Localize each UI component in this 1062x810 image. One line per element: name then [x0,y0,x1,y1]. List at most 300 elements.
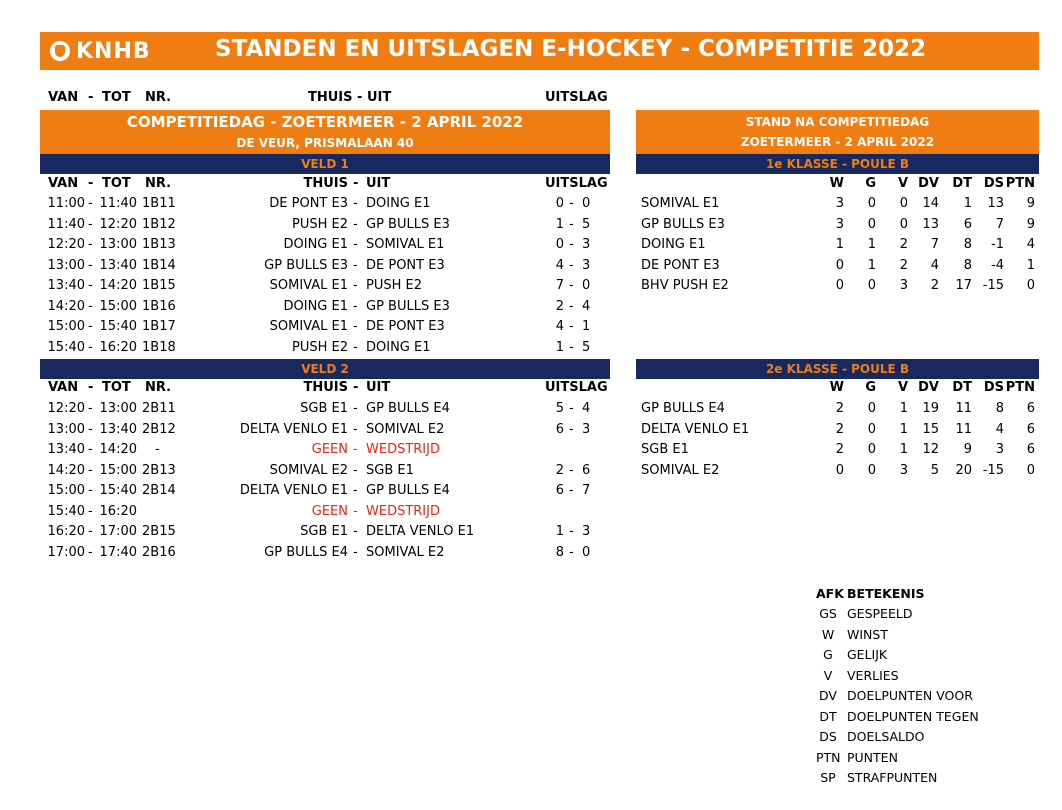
match-home-team: PUSH E2 [292,339,348,355]
match-score-home: 7 [555,278,564,293]
col-dash: - [88,380,94,395]
standing-v: 2 [899,237,908,252]
standing-w: 3 [835,196,844,211]
match-row [40,297,610,318]
standing-g: 0 [867,196,876,211]
match-row [40,338,610,359]
standing-team: SOMIVAL E2 [641,462,720,478]
col-tot: TOT [102,380,131,395]
competitiedag-block [40,110,610,154]
match-score-away: 7 [582,483,591,498]
standing-ptn: 6 [1026,442,1035,457]
match-van: 15:00 [47,319,85,334]
match-sep: - [353,319,358,334]
standing-row [636,420,1039,441]
standing-v: 3 [899,462,908,478]
standing-team: GP BULLS E4 [641,401,725,416]
standing-dv: 4 [930,257,939,273]
match-dash: - [88,196,93,211]
standing-ds: 8 [995,401,1004,416]
stand-col-dv: DV [918,380,939,395]
match-dash: - [88,319,93,334]
standing-dt: 8 [963,257,972,273]
match-home-team: GP BULLS E3 [264,257,348,273]
match-tot: 16:20 [99,339,137,355]
veld1-bar: VELD 1 [40,154,610,174]
match-tot: 14:20 [99,278,137,293]
match-away-team: SGB E1 [366,462,414,478]
standing-ds: 4 [995,421,1004,437]
standing-w: 3 [835,216,844,232]
poule2-column-header [636,378,1039,399]
match-dash: - [88,339,93,355]
match-dash: - [88,257,93,273]
match-row [40,317,610,338]
match-score-dash: - [569,401,574,416]
standing-v: 1 [899,421,908,437]
col-thuis-uit: THUIS - UIT [308,90,392,105]
match-score-dash: - [569,339,574,355]
col-uit: UIT [366,380,391,395]
stand-title-line2: ZOETERMEER - 2 APRIL 2022 [740,135,935,149]
standing-row [636,215,1039,236]
match-score-away: 3 [582,421,591,437]
col-van: VAN [48,380,79,395]
legend-afk: DT [819,708,837,724]
match-home-team: GP BULLS E4 [264,544,348,560]
match-home-team: SOMIVAL E1 [269,278,348,293]
match-score-away: 3 [582,524,591,539]
match-row [40,399,610,420]
legend-afk: SP [820,770,836,785]
stand-col-g: G [865,176,876,191]
match-tot: 13:40 [99,421,137,437]
col-uit: UIT [366,176,391,191]
match-score-away: 0 [582,278,591,293]
col-uitslag: UITSLAG [545,90,608,105]
match-sep: - [353,339,358,355]
match-score-dash: - [569,298,574,314]
match-dash: - [88,237,93,252]
standing-w: 2 [835,401,844,416]
standing-dt: 6 [963,216,972,232]
standing-team: DOING E1 [641,237,706,252]
match-van: 15:40 [47,339,85,355]
match-away-team: WEDSTRIJD [366,503,440,519]
match-dash: - [88,298,93,314]
match-dash: - [88,278,93,293]
legend-betekenis: DOELPUNTEN TEGEN [847,708,979,724]
match-away-team: DELTA VENLO E1 [366,524,475,539]
match-tot: 14:20 [99,442,137,457]
match-score-dash: - [569,544,574,560]
veld2-bar: VELD 2 [40,359,610,379]
stand-title-line1: STAND NA COMPETITIEDAG [745,115,930,129]
match-row [40,440,610,461]
match-row [40,481,610,502]
match-van: 13:00 [47,421,85,437]
match-sep: - [353,298,358,314]
standing-team: DELTA VENLO E1 [641,421,750,437]
match-nr: 1B12 [142,216,176,232]
match-row [40,420,610,441]
match-away-team: SOMIVAL E2 [366,421,445,437]
stand-col-ds: DS [983,176,1004,191]
match-van: 17:00 [47,544,85,560]
match-score-dash: - [569,237,574,252]
standing-ds: -15 [982,462,1004,478]
standing-dt: 1 [963,196,972,211]
standing-row [636,235,1039,256]
standing-ptn: 9 [1026,196,1035,211]
standing-ptn: 0 [1026,278,1035,293]
standing-v: 0 [899,216,908,232]
col-dash: - [88,176,94,191]
standing-dv: 19 [922,401,939,416]
match-tot: 15:40 [99,319,137,334]
stand-col-g: G [865,380,876,395]
match-score-home: 2 [555,298,564,314]
standing-w: 0 [835,257,844,273]
match-score-home: 2 [555,462,564,478]
standing-g: 0 [867,442,876,457]
standing-dt: 9 [963,442,972,457]
match-nr: 2B14 [142,483,176,498]
match-home-team: GEEN [311,442,348,457]
match-away-team: DE PONT E3 [366,319,445,334]
stand-col-ptn: PTN [1005,176,1035,191]
competitiedag-title: COMPETITIEDAG - ZOETERMEER - 2 APRIL 2022 [126,113,524,131]
standing-team: GP BULLS E3 [641,216,725,232]
match-van: 14:20 [47,462,85,478]
match-nr: 2B11 [142,401,176,416]
standing-ds: 7 [995,216,1004,232]
match-score-dash: - [569,196,574,211]
match-nr: 2B15 [142,524,176,539]
match-score-home: 4 [555,319,564,334]
match-home-team: SGB E1 [300,524,348,539]
match-dash: - [88,544,93,560]
standing-team: SOMIVAL E1 [641,196,720,211]
legend-header-betekenis: BETEKENIS [847,586,925,601]
veld1-column-header [40,174,610,195]
match-nr: 1B16 [142,298,176,314]
match-score-away: 3 [582,237,591,252]
match-sep: - [353,442,358,457]
standing-ptn: 4 [1026,237,1035,252]
match-row [40,215,610,236]
col-van: VAN [48,90,79,105]
match-home-team: DOING E1 [283,298,348,314]
match-home-team: PUSH E2 [292,216,348,232]
col-tot: TOT [102,90,131,105]
legend-afk: DV [819,688,837,703]
match-score-home: 6 [555,483,564,498]
col-thuis: THUIS [303,176,348,191]
standing-g: 0 [867,462,876,478]
legend-afk: V [823,667,833,683]
match-score-dash: - [569,319,574,334]
match-score-away: 1 [582,319,591,334]
match-away-team: PUSH E2 [366,278,422,293]
match-nr: 1B11 [142,196,176,211]
match-away-team: GP BULLS E3 [366,216,450,232]
match-score-home: 8 [555,544,564,560]
match-sep: - [353,401,358,416]
stand-col-dv: DV [918,176,939,191]
legend-afk: G [823,647,833,662]
standing-dt: 8 [963,237,972,252]
match-tot: 17:00 [99,524,137,539]
match-row [40,543,610,564]
standing-w: 0 [835,462,844,478]
match-away-team: DE PONT E3 [366,257,445,273]
match-van: 15:00 [47,483,85,498]
match-away-team: DOING E1 [366,339,431,355]
legend-afk: DS [819,729,837,744]
match-sep: - [353,196,358,211]
match-tot: 15:00 [99,462,137,478]
col-thuis: THUIS [303,380,348,395]
match-dash: - [88,216,93,232]
col-uitslag: UITSLAG [545,380,608,395]
match-score-dash: - [569,524,574,539]
match-home-team: DELTA VENLO E1 [239,421,348,437]
match-score-home: 1 [555,216,564,232]
legend-betekenis: VERLIES [847,667,899,683]
standing-dv: 7 [930,237,939,252]
match-dash: - [88,503,93,519]
match-score-home: 1 [555,524,564,539]
legend-afk: W [821,626,835,642]
legend-betekenis: DOELPUNTEN VOOR [847,688,973,703]
match-score-away: 4 [582,401,591,416]
match-nr: - [155,442,160,457]
legend-betekenis: DOELSALDO [847,729,925,744]
match-dash: - [88,524,93,539]
match-sep: - [353,237,358,252]
standing-g: 1 [867,257,876,273]
match-score-dash: - [569,462,574,478]
match-home-team: DE PONT E3 [269,196,348,211]
competitiedag-location: DE VEUR, PRISMALAAN 40 [236,136,414,150]
standing-ds: 13 [987,196,1004,211]
standing-ptn: 9 [1026,216,1035,232]
col-nr: NR. [145,176,172,191]
col-nr: NR. [145,90,172,105]
match-sep: - [353,524,358,539]
knhb-logo-icon [50,41,70,61]
match-tot: 13:40 [99,257,137,273]
poule2-bar: 2e KLASSE - POULE B [636,359,1039,379]
match-sep: - [353,544,358,560]
col-sep: - [353,176,359,191]
match-away-team: GP BULLS E4 [366,483,450,498]
match-van: 12:20 [47,237,85,252]
standing-ds: -1 [991,237,1004,252]
match-score-dash: - [569,278,574,293]
match-away-team: DOING E1 [366,196,431,211]
match-nr: 1B18 [142,339,176,355]
match-nr: 1B15 [142,278,176,293]
standing-row [636,399,1039,420]
legend-betekenis: GESPEELD [847,606,913,621]
header-banner [40,32,1039,70]
match-away-team: GP BULLS E4 [366,401,450,416]
match-sep: - [353,421,358,437]
standing-ptn: 1 [1026,257,1035,273]
standing-w: 0 [835,278,844,293]
stand-block [636,110,1039,154]
standing-dv: 2 [930,278,939,293]
match-score-away: 0 [582,544,591,560]
match-score-home: 0 [555,196,564,211]
match-van: 11:40 [47,216,85,232]
match-home-team: SGB E1 [300,401,348,416]
match-score-home: 4 [555,257,564,273]
stand-col-w: W [829,380,844,395]
legend-betekenis: STRAFPUNTEN [847,770,938,785]
standing-w: 2 [835,421,844,437]
col-sep: - [353,380,359,395]
col-nr: NR. [145,380,172,395]
stand-col-v: V [897,176,908,191]
standing-v: 1 [899,442,908,457]
standing-dv: 13 [922,216,939,232]
legend-betekenis: PUNTEN [847,749,898,765]
match-score-dash: - [569,483,574,498]
match-row [40,502,610,523]
standing-team: BHV PUSH E2 [641,278,729,293]
match-home-team: GEEN [311,503,348,519]
standing-g: 0 [867,278,876,293]
legend-betekenis: WINST [847,626,888,642]
match-score-dash: - [569,421,574,437]
match-score-dash: - [569,257,574,273]
match-nr: 1B17 [142,319,176,334]
match-van: 14:20 [47,298,85,314]
match-dash: - [88,442,93,457]
standing-ds: -15 [982,278,1004,293]
standing-team: SGB E1 [641,442,689,457]
match-tot: 12:20 [99,216,137,232]
match-row [40,235,610,256]
legend-afk: PTN [816,749,841,765]
standing-dt: 17 [955,278,972,293]
match-dash: - [88,483,93,498]
standing-row [636,461,1039,482]
match-nr: 2B13 [142,462,176,478]
standing-g: 0 [867,401,876,416]
standing-dt: 20 [955,462,972,478]
match-nr: 2B12 [142,421,176,437]
standing-row [636,256,1039,277]
standing-ds: 3 [995,442,1004,457]
standing-w: 1 [835,237,844,252]
veld2-column-header [40,378,610,399]
stand-col-dt: DT [952,176,972,191]
match-nr: 1B14 [142,257,176,273]
match-row [40,194,610,215]
match-tot: 15:00 [99,298,137,314]
match-away-team: GP BULLS E3 [366,298,450,314]
match-dash: - [88,462,93,478]
col-tot: TOT [102,176,131,191]
match-score-away: 5 [582,339,591,355]
match-nr: 2B16 [142,544,176,560]
standing-ds: -4 [991,257,1004,273]
legend-afk: GS [819,606,837,621]
standing-w: 2 [835,442,844,457]
match-score-away: 3 [582,257,591,273]
match-score-home: 6 [555,421,564,437]
match-dash: - [88,421,93,437]
stand-col-v: V [897,380,908,395]
standing-dv: 15 [922,421,939,437]
match-tot: 15:40 [99,483,137,498]
stand-col-dt: DT [952,380,972,395]
knhb-logo [50,37,151,65]
poule1-column-header [636,174,1039,195]
match-home-team: SOMIVAL E2 [269,462,348,478]
match-score-away: 6 [582,462,591,478]
match-score-away: 5 [582,216,591,232]
col-uitslag: UITSLAG [545,176,608,191]
standing-ptn: 6 [1026,421,1035,437]
match-away-team: SOMIVAL E2 [366,544,445,560]
match-tot: 13:00 [99,401,137,416]
match-row [40,256,610,277]
match-sep: - [353,278,358,293]
legend-header-afk: AFK [816,586,844,601]
standing-ptn: 6 [1026,401,1035,416]
standing-v: 1 [899,401,908,416]
match-van: 11:00 [47,196,85,211]
standing-team: DE PONT E3 [641,257,720,273]
match-tot: 16:20 [99,503,137,519]
standing-dt: 11 [955,421,972,437]
match-score-dash: - [569,216,574,232]
standing-g: 1 [867,237,876,252]
match-van: 12:20 [47,401,85,416]
legend-betekenis: GELIJK [847,647,888,662]
top-column-header [40,88,610,109]
match-sep: - [353,216,358,232]
match-tot: 13:00 [99,237,137,252]
stand-col-ptn: PTN [1005,380,1035,395]
match-score-home: 5 [555,401,564,416]
standing-g: 0 [867,216,876,232]
match-row [40,461,610,482]
match-nr: 1B13 [142,237,176,252]
match-van: 13:40 [47,278,85,293]
match-sep: - [353,257,358,273]
match-row [40,276,610,297]
match-score-away: 4 [582,298,591,314]
standing-ptn: 0 [1026,462,1035,478]
match-van: 15:40 [47,503,85,519]
match-row [40,522,610,543]
match-away-team: WEDSTRIJD [366,442,440,457]
standing-dv: 14 [922,196,939,211]
match-score-away: 0 [582,196,591,211]
standing-dt: 11 [955,401,972,416]
match-sep: - [353,503,358,519]
match-home-team: SOMIVAL E1 [269,319,348,334]
standing-g: 0 [867,421,876,437]
match-tot: 11:40 [99,196,137,211]
match-home-team: DOING E1 [283,237,348,252]
